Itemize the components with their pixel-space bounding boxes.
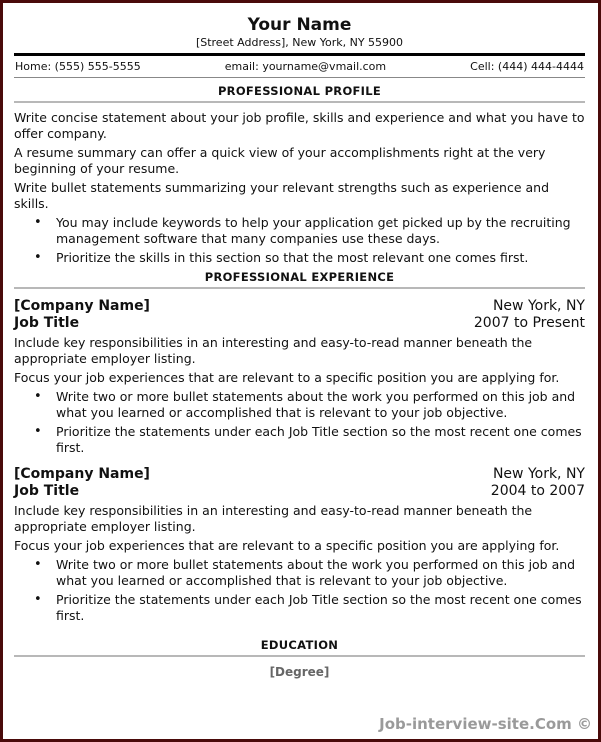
- profile-paragraph: A resume summary can offer a quick view of your accomplishments right at the very beginning of your resume.: [14, 145, 546, 176]
- job-location: New York, NY: [492, 298, 585, 314]
- cell-phone: Cell: (444) 444-4444: [470, 60, 584, 73]
- job-dates: 2004 to 2007: [490, 483, 585, 499]
- education-divider: [14, 655, 585, 657]
- document-frame: [3, 3, 598, 739]
- education-section-title: EDUCATION: [260, 638, 339, 652]
- profile-bullet: • Prioritize the skills in this section so that the most relevant one comes first.: [14, 250, 585, 266]
- job-header: [14, 298, 585, 315]
- job-entry: [14, 298, 585, 456]
- profile-divider: [14, 101, 585, 103]
- job-entry: [14, 466, 585, 624]
- job-location: New York, NY: [492, 466, 585, 482]
- profile-bullet-list: [14, 215, 585, 266]
- home-phone: Home: (555) 555-5555: [15, 60, 141, 73]
- job-title-row: [14, 315, 585, 332]
- job-bullet-list: [14, 389, 585, 456]
- resume-page: [14, 3, 585, 679]
- job-paragraph: Include key responsibilities in an interesting and easy-to-read manner beneath the appropriate employer listing.: [14, 335, 533, 366]
- job-dates: 2007 to Present: [473, 315, 585, 331]
- contact-divider: [14, 77, 585, 78]
- profile-section-title: PROFESSIONAL PROFILE: [217, 84, 382, 98]
- resume-address: [Street Address], New York, NY 55900: [195, 36, 404, 49]
- job-bullet: • Prioritize the statements under each Job Title section so the most recent one comes first.: [14, 424, 585, 456]
- job-paragraph: Include key responsibilities in an interesting and easy-to-read manner beneath the appropriate employer listing.: [14, 503, 533, 534]
- profile-paragraph: Write bullet statements summarizing your relevant strengths such as experience and skills.: [14, 180, 550, 211]
- job-title-row: [14, 483, 585, 500]
- profile-paragraph: Write concise statement about your job profile, skills and experience and what you have to offer company.: [14, 110, 585, 141]
- profile-bullet: • You may include keywords to help your application get picked up by the recruiting management software that many companies use these days.: [14, 215, 585, 247]
- experience-section-title: PROFESSIONAL EXPERIENCE: [204, 270, 395, 284]
- job-paragraph: Focus your job experiences that are relevant to a specific position you are applying for.: [14, 538, 560, 553]
- header-divider: [14, 53, 585, 56]
- job-paragraph: Focus your job experiences that are relevant to a specific position you are applying for.: [14, 370, 560, 385]
- company-name: [Company Name]: [14, 466, 150, 482]
- job-bullet: • Write two or more bullet statements about the work you performed on this job and what you learned or accomplished that is relevant to your job objective.: [14, 389, 585, 421]
- job-bullet: • Write two or more bullet statements about the work you performed on this job and what you learned or accomplished that is relevant to your job objective.: [14, 557, 585, 589]
- job-title: Job Title: [14, 483, 80, 499]
- site-watermark: Job-interview-site.Com ©: [379, 715, 592, 733]
- job-title: Job Title: [14, 315, 80, 331]
- experience-divider: [14, 287, 585, 289]
- job-header: [14, 466, 585, 483]
- job-bullet: • Prioritize the statements under each Job Title section so the most recent one comes first.: [14, 592, 585, 624]
- job-bullet-list: [14, 557, 585, 624]
- degree-placeholder: [Degree]: [269, 665, 330, 679]
- company-name: [Company Name]: [14, 298, 150, 314]
- contact-row: [14, 60, 585, 74]
- resume-name: Your Name: [247, 15, 352, 35]
- email-address: email: yourname@vmail.com: [224, 60, 387, 73]
